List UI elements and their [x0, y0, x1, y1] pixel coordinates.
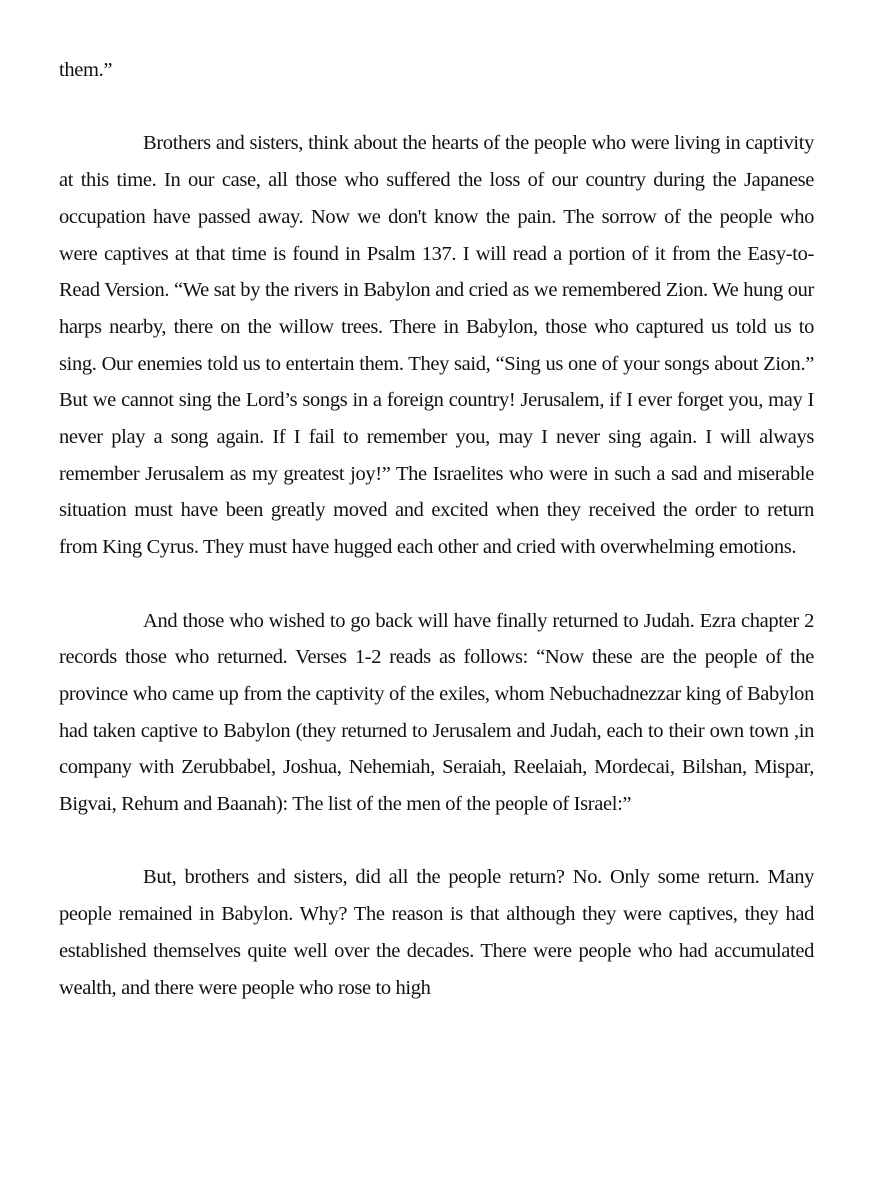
paragraph-return-to-judah: And those who wished to go back will have finally returned to Judah. Ezra chapter 2 records those who returned. Verses 1-2 reads as follows: “Now these are the people of the province who came up from the captivity of the exiles, whom Nebuchadnezzar king of Babylon had taken captive to Babylon (they returned to Jerusalem and Judah, each to their own town ,in company with Zerubbabel, Joshua, Nehemiah, Seraiah, Reelaiah, Mordecai, Bilshan, Mispar, Bigvai, Rehum and Baanah): The list of the men of the people of Israel:”: [59, 609, 814, 816]
document-page: [59, 52, 814, 1006]
paragraph-spacer: [59, 566, 814, 603]
paragraph-spacer: [59, 823, 814, 860]
paragraph-spacer: [59, 89, 814, 126]
paragraph-not-all-returned: But, brothers and sisters, did all the people return? No. Only some return. Many people remained in Babylon. Why? The reason is that although they were captives, they had established themselves quite well over the decades. There were people who had accumulated wealth, and there were people who rose to high: [59, 866, 814, 999]
paragraph-captivity-hearts: Brothers and sisters, think about the hearts of the people who were living in captivity at this time. In our case, all those who suffered the loss of our country during the Japanese occupation have passed away. Now we don't know the pain. The sorrow of the people who were captives at that time is found in Psalm 137. I will read a portion of it from the Easy-to-Read Version. “We sat by the rivers in Babylon and cried as we remembered Zion. We hung our harps nearby, there on the willow trees. There in Babylon, those who captured us told us to sing. Our enemies told us to entertain them. They said, “Sing us one of your songs about Zion.” But we cannot sing the Lord’s songs in a foreign country! Jerusalem, if I ever forget you, may I never play a song again. If I fail to remember you, may I never sing again. I will always remember Jerusalem as my greatest joy!” The Israelites who were in such a sad and miserable situation must have been greatly moved and excited when they received the order to return from King Cyrus. They must have hugged each other and cried with overwhelming emotions.: [59, 132, 814, 559]
paragraph-closing-quote: them.”: [59, 59, 113, 81]
